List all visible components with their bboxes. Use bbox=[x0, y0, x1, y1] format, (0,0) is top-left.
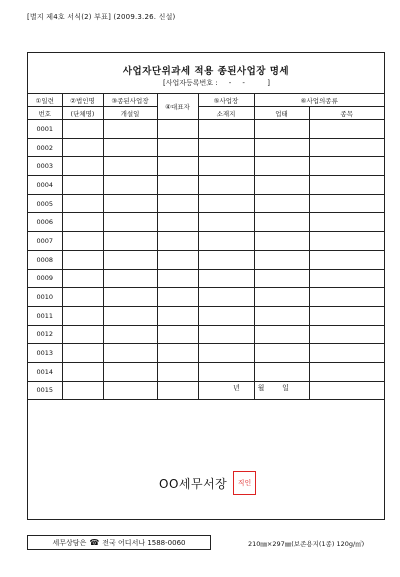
address-cell[interactable] bbox=[198, 120, 254, 139]
name-cell[interactable] bbox=[62, 213, 103, 232]
representative-cell[interactable] bbox=[157, 157, 198, 176]
item-cell[interactable] bbox=[309, 269, 384, 288]
industry-cell[interactable] bbox=[254, 250, 309, 269]
serial-cell: 0009 bbox=[28, 269, 62, 288]
table-row bbox=[28, 381, 384, 400]
serial-cell: 0005 bbox=[28, 194, 62, 213]
col-opening-header: ③종된사업장 bbox=[103, 94, 157, 107]
address-cell[interactable] bbox=[198, 288, 254, 307]
representative-cell[interactable] bbox=[157, 344, 198, 363]
item-cell[interactable] bbox=[309, 176, 384, 195]
col-rep-header: ④대표자 bbox=[157, 94, 198, 120]
table-row bbox=[28, 213, 384, 232]
opening-date-cell[interactable] bbox=[103, 306, 157, 325]
serial-cell: 0011 bbox=[28, 306, 62, 325]
industry-cell[interactable] bbox=[254, 362, 309, 381]
industry-cell[interactable] bbox=[254, 344, 309, 363]
form-box bbox=[27, 52, 385, 520]
industry-cell[interactable] bbox=[254, 288, 309, 307]
serial-cell: 0015 bbox=[28, 381, 62, 400]
official-seal: 직인 bbox=[233, 471, 256, 495]
registration-number-field[interactable]: [사업자등록번호 : - - ] bbox=[163, 79, 270, 87]
name-cell[interactable] bbox=[62, 288, 103, 307]
date-line: 년 월 일 bbox=[233, 384, 289, 392]
opening-date-cell[interactable] bbox=[103, 138, 157, 157]
opening-date-cell[interactable] bbox=[103, 362, 157, 381]
consult-label: 세무상담은 bbox=[52, 538, 87, 547]
serial-cell: 0003 bbox=[28, 157, 62, 176]
industry-cell[interactable] bbox=[254, 120, 309, 139]
address-cell[interactable] bbox=[198, 325, 254, 344]
opening-date-cell[interactable] bbox=[103, 325, 157, 344]
branch-table bbox=[28, 94, 384, 400]
table-row bbox=[28, 176, 384, 195]
opening-date-cell[interactable] bbox=[103, 120, 157, 139]
address-cell[interactable] bbox=[198, 232, 254, 251]
name-cell[interactable] bbox=[62, 232, 103, 251]
opening-date-cell[interactable] bbox=[103, 213, 157, 232]
name-cell[interactable] bbox=[62, 306, 103, 325]
table-row bbox=[28, 288, 384, 307]
name-cell[interactable] bbox=[62, 176, 103, 195]
address-cell[interactable] bbox=[198, 306, 254, 325]
col-opening-subheader: 개설일 bbox=[103, 107, 157, 120]
serial-cell: 0012 bbox=[28, 325, 62, 344]
serial-cell: 0013 bbox=[28, 344, 62, 363]
industry-cell[interactable] bbox=[254, 269, 309, 288]
name-cell[interactable] bbox=[62, 344, 103, 363]
industry-cell[interactable] bbox=[254, 157, 309, 176]
item-cell[interactable] bbox=[309, 138, 384, 157]
form-number-note: [별지 제4호 서식(2) 부표] (2009.3.26. 신설) bbox=[27, 13, 176, 21]
table-row bbox=[28, 232, 384, 251]
table-row bbox=[28, 157, 384, 176]
industry-cell[interactable] bbox=[254, 213, 309, 232]
table-row bbox=[28, 306, 384, 325]
address-cell[interactable] bbox=[198, 250, 254, 269]
representative-cell[interactable] bbox=[157, 138, 198, 157]
col-name-subheader: (단체명) bbox=[62, 107, 103, 120]
item-cell[interactable] bbox=[309, 306, 384, 325]
name-cell[interactable] bbox=[62, 157, 103, 176]
name-cell[interactable] bbox=[62, 269, 103, 288]
table-row bbox=[28, 120, 384, 139]
opening-date-cell[interactable] bbox=[103, 269, 157, 288]
address-cell[interactable] bbox=[198, 194, 254, 213]
industry-cell[interactable] bbox=[254, 325, 309, 344]
item-cell[interactable] bbox=[309, 381, 384, 400]
opening-date-cell[interactable] bbox=[103, 250, 157, 269]
table-row bbox=[28, 138, 384, 157]
opening-date-cell[interactable] bbox=[103, 232, 157, 251]
item-cell[interactable] bbox=[309, 288, 384, 307]
address-cell[interactable] bbox=[198, 157, 254, 176]
name-cell[interactable] bbox=[62, 362, 103, 381]
serial-cell: 0004 bbox=[28, 176, 62, 195]
phone-icon: ☎ bbox=[89, 538, 100, 547]
col-address-header: ⑤사업장 bbox=[198, 94, 254, 107]
representative-cell[interactable] bbox=[157, 306, 198, 325]
col-business-type-header: ⑥사업의종류 bbox=[254, 94, 384, 107]
industry-cell[interactable] bbox=[254, 138, 309, 157]
form-header bbox=[28, 53, 384, 94]
table-row bbox=[28, 250, 384, 269]
tax-office-name: OO세무서장 bbox=[159, 477, 228, 491]
representative-cell[interactable] bbox=[157, 325, 198, 344]
opening-date-cell[interactable] bbox=[103, 381, 157, 400]
address-cell[interactable] bbox=[198, 213, 254, 232]
representative-cell[interactable] bbox=[157, 120, 198, 139]
representative-cell[interactable] bbox=[157, 176, 198, 195]
col-serial-header: ①일련 bbox=[28, 94, 62, 107]
address-cell[interactable] bbox=[198, 269, 254, 288]
opening-date-cell[interactable] bbox=[103, 288, 157, 307]
serial-cell: 0010 bbox=[28, 288, 62, 307]
table-row bbox=[28, 362, 384, 381]
item-cell[interactable] bbox=[309, 157, 384, 176]
representative-cell[interactable] bbox=[157, 288, 198, 307]
item-cell[interactable] bbox=[309, 325, 384, 344]
name-cell[interactable] bbox=[62, 120, 103, 139]
representative-cell[interactable] bbox=[157, 362, 198, 381]
opening-date-cell[interactable] bbox=[103, 176, 157, 195]
col-item-header: 종목 bbox=[309, 107, 384, 120]
serial-cell: 0002 bbox=[28, 138, 62, 157]
item-cell[interactable] bbox=[309, 213, 384, 232]
name-cell[interactable] bbox=[62, 325, 103, 344]
opening-date-cell[interactable] bbox=[103, 157, 157, 176]
representative-cell[interactable] bbox=[157, 213, 198, 232]
industry-cell[interactable] bbox=[254, 194, 309, 213]
col-address-subheader: 소재지 bbox=[198, 107, 254, 120]
opening-date-cell[interactable] bbox=[103, 194, 157, 213]
address-cell[interactable] bbox=[198, 176, 254, 195]
industry-cell[interactable] bbox=[254, 232, 309, 251]
serial-cell: 0014 bbox=[28, 362, 62, 381]
representative-cell[interactable] bbox=[157, 194, 198, 213]
name-cell[interactable] bbox=[62, 250, 103, 269]
representative-cell[interactable] bbox=[157, 269, 198, 288]
tax-consult-box bbox=[27, 535, 211, 550]
representative-cell[interactable] bbox=[157, 232, 198, 251]
address-cell[interactable] bbox=[198, 344, 254, 363]
paper-spec: 210㎜×297㎜(보존용지(1종) 120g/㎡) bbox=[248, 540, 365, 548]
item-cell[interactable] bbox=[309, 232, 384, 251]
item-cell[interactable] bbox=[309, 362, 384, 381]
item-cell[interactable] bbox=[309, 120, 384, 139]
address-cell[interactable] bbox=[198, 362, 254, 381]
form-title: 사업자단위과세 적용 종된사업장 명세 bbox=[122, 66, 290, 77]
serial-cell: 0006 bbox=[28, 213, 62, 232]
address-cell[interactable] bbox=[198, 138, 254, 157]
serial-cell: 0007 bbox=[28, 232, 62, 251]
name-cell[interactable] bbox=[62, 381, 103, 400]
col-name-header: ②법인명 bbox=[62, 94, 103, 107]
table-row bbox=[28, 325, 384, 344]
industry-cell[interactable] bbox=[254, 306, 309, 325]
industry-cell[interactable] bbox=[254, 176, 309, 195]
col-serial-subheader: 번호 bbox=[28, 107, 62, 120]
name-cell[interactable] bbox=[62, 138, 103, 157]
col-industry-header: 업태 bbox=[254, 107, 309, 120]
consult-text: 전국 어디서나 1588-0060 bbox=[102, 538, 186, 547]
table-row bbox=[28, 269, 384, 288]
opening-date-cell[interactable] bbox=[103, 344, 157, 363]
serial-cell: 0001 bbox=[28, 120, 62, 139]
name-cell[interactable] bbox=[62, 194, 103, 213]
table-row bbox=[28, 344, 384, 363]
item-cell[interactable] bbox=[309, 250, 384, 269]
table-row bbox=[28, 194, 384, 213]
representative-cell[interactable] bbox=[157, 250, 198, 269]
item-cell[interactable] bbox=[309, 344, 384, 363]
representative-cell[interactable] bbox=[157, 381, 198, 400]
serial-cell: 0008 bbox=[28, 250, 62, 269]
item-cell[interactable] bbox=[309, 194, 384, 213]
